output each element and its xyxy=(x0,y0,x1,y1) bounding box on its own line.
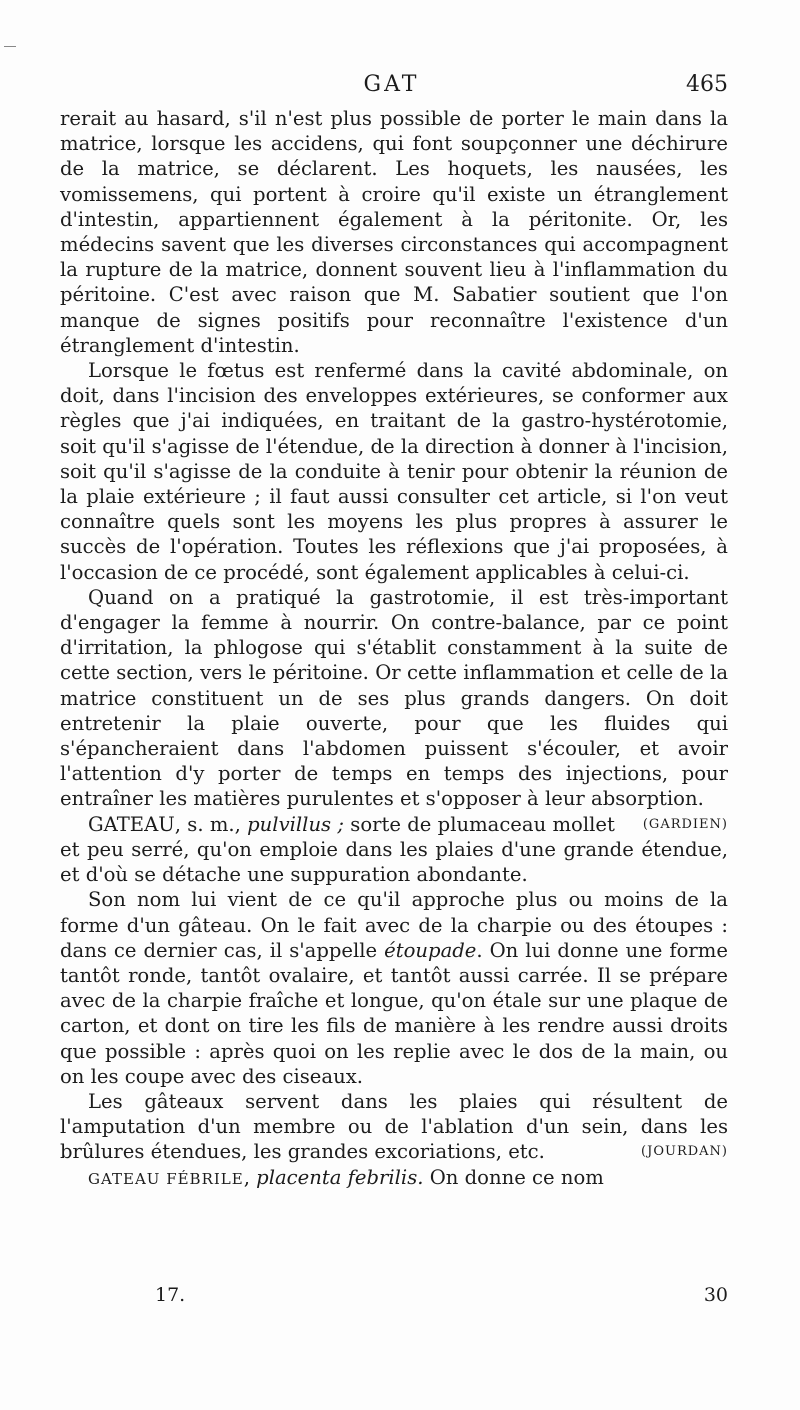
signature-mark: 17. xyxy=(155,1284,186,1306)
entry-gateau-febrile xyxy=(60,1165,728,1192)
entry-headword: GATEAU FÉBRILE xyxy=(88,1169,244,1188)
author-signature-jourdan: (JOURDAN) xyxy=(641,1144,728,1160)
running-head: GAT xyxy=(363,72,420,97)
author-signature-gardien: (GARDIEN) xyxy=(642,816,728,832)
page-footer xyxy=(60,1284,728,1314)
entry-definition: sorte de plumaceau mollet et peu serré, qu'on emploie dans les plaies d'une grande étendue, et d'où se détache une suppuration abondante. xyxy=(60,812,728,887)
paragraph-text: Les gâteaux servent dans les plaies qui résultent de l'amputation d'un membre ou de l'ablation d'un sein, dans les brûlures étendues, les grandes excoriations, etc. xyxy=(60,1089,728,1164)
page-number: 465 xyxy=(686,72,728,97)
body-text xyxy=(60,106,728,1192)
sheet-number: 30 xyxy=(703,1284,728,1306)
entry-latin-term: placenta febrilis. xyxy=(256,1165,424,1189)
entry-latin-term: pulvillus ; xyxy=(247,812,344,836)
paragraph-continuation: rerait au hasard, s'il n'est plus possible de porter le main dans la matrice, lorsque les accidens, qui font soupçonner une déchirure de la matrice, se déclarent. Les hoquets, les nausées, les vomissemens, qui portent à croire qu'il existe un étranglement d'intestin, appartiennent également à la péritonite. Or, les médecins savent que les diverses circonstances qui accompagnent la rupture de la matrice, donnent souvent lieu à l'inflammation du péritoine. C'est avec raison que M. Sabatier soutient que l'on manque de signes positifs pour reconnaître l'existence d'un étranglement d'intestin. xyxy=(60,107,728,357)
paragraph-text-after: . On lui donne une forme tantôt ronde, tantôt ovalaire, et tantôt aussi carrée. Il se prépare avec de la charpie fraîche et longue, qu'on étale sur une plaque de carton, et dont on tire les fils de manière à les rendre aussi droits que possible : après quoi on les replie avec le dos de la main, ou on les coupe avec des ciseaux. xyxy=(60,938,728,1088)
paragraph-foetus-abdominal: Lorsque le fœtus est renfermé dans la cavité abdominale, on doit, dans l'incision des enveloppes extérieures, se conformer aux règles que j'ai indiquées, en traitant de la gastro-hystérotomie, soit qu'il s'agisse de l'étendue, de la direction à donner à l'incision, soit qu'il s'agisse de la conduite à tenir pour obtenir la réunion de la plaie extérieure ; il faut aussi consulter cet article, si l'on veut connaître quels sont les moyens les plus propres à assurer le succès de l'opération. Toutes les réflexions que j'ai proposées, à l'occasion de ce procédé, sont également applicables à celui-ci. xyxy=(60,359,728,584)
entry-definition: On donne ce nom xyxy=(423,1165,604,1189)
page-header xyxy=(55,72,728,102)
paragraph-text-before: Son nom lui vient de ce qu'il approche plus ou moins de la forme d'un gâteau. On le fait avec de la charpie ou des étoupes : dans ce dernier cas, il s'appelle xyxy=(60,888,728,962)
paragraph-text: Quand on a pratiqué la gastrotomie, il est très-important d'engager la femme à nourrir. On contre-balance, par ce point d'irritation, la phlogose qui s'établit constamment à la suite de cette section, vers le péritoine. Or cette inflammation et celle de la matrice constituent un de ses plus grands dangers. On doit entretenir la plaie ouverte, pour que les fluides qui s'épancheraient dans l'abdomen puissent s'écouler, et avoir l'attention d'y porter de temps en temps des injections, pour entraîner les matières purulentes et s'opposer à leur absorption. xyxy=(60,585,728,811)
scan-edge-mark xyxy=(4,46,16,47)
paragraph-gateaux-usage xyxy=(60,1089,728,1165)
entry-headword: GATEAU xyxy=(88,812,175,836)
entry-grammar: , s. m., xyxy=(174,812,248,836)
italic-term: étoupade xyxy=(384,938,477,962)
paragraph-gateau-forme xyxy=(60,887,728,1089)
entry-grammar: , xyxy=(243,1165,257,1189)
